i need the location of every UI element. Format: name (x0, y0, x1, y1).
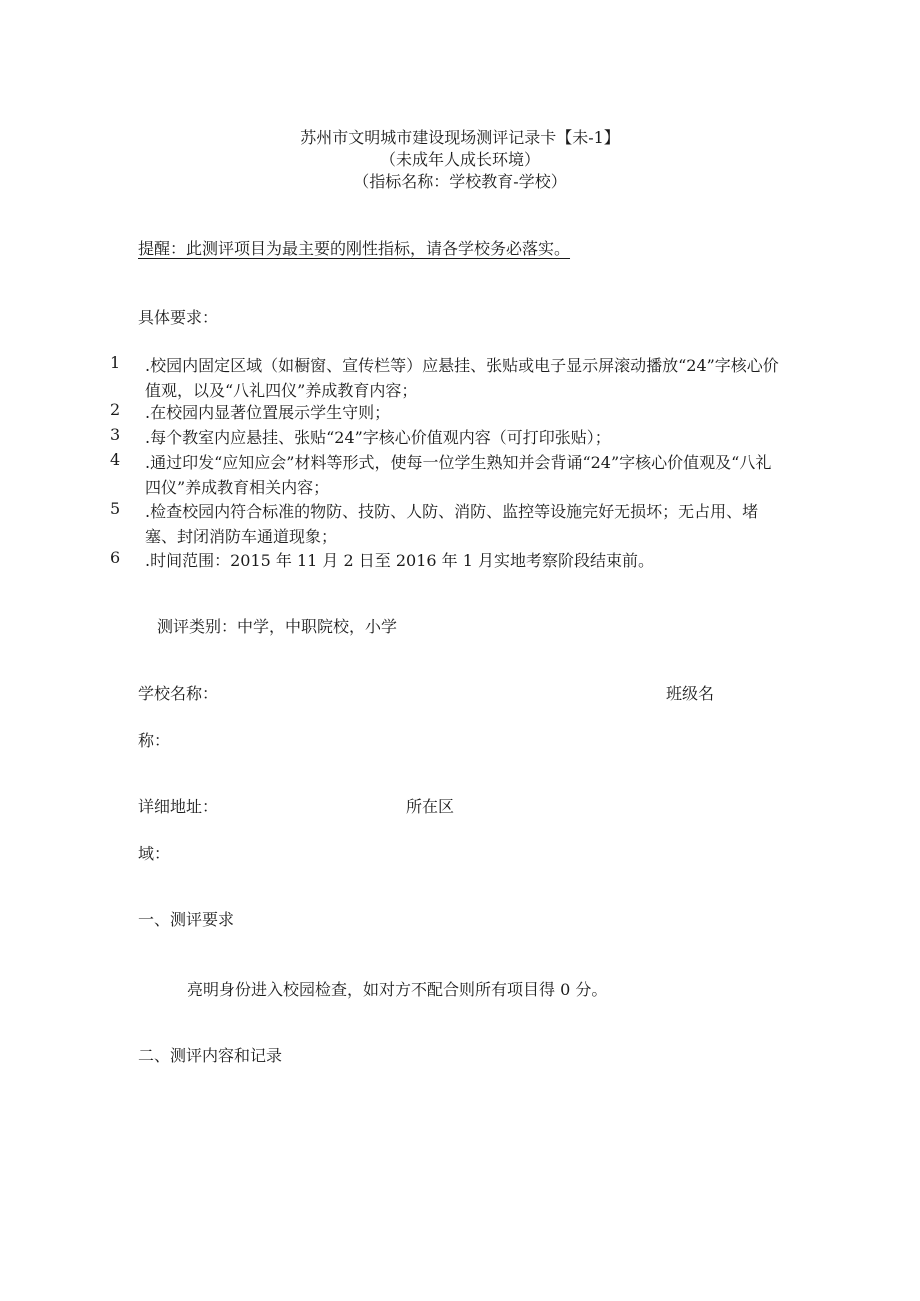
section-1-text: 亮明身份进入校园检查，如对方不配合则所有项目得 0 分。 (187, 980, 608, 999)
requirement-text: .在校园内显著位置展示学生守则； (145, 403, 391, 422)
requirement-number: 2 (110, 400, 121, 419)
indicator-name: （指标名称：学校教育-学校） (353, 172, 567, 191)
requirement-number: 3 (110, 425, 121, 444)
district-label: 所在区 (406, 797, 455, 816)
requirement-text: .每个教室内应悬挂、张贴“24”字核心价值观内容（可打印张贴）； (145, 428, 611, 447)
evaluation-category: 测评类别：中学，中职院校，小学 (157, 617, 398, 636)
requirement-number: 4 (110, 450, 121, 469)
requirements-heading: 具体要求： (138, 308, 219, 327)
school-name-label: 学校名称： (138, 684, 219, 703)
district-label-cont: 域： (138, 844, 171, 863)
section-1-heading: 一、测评要求 (138, 910, 235, 929)
requirement-text: .检查校园内符合标准的物防、技防、人防、消防、监控等设施完好无损坏；无占用、堵塞、封闭消防车通道现象； (145, 502, 759, 546)
requirement-number: 1 (110, 353, 121, 372)
requirement-text: .通过印发“应知应会”材料等形式，使每一位学生熟知并会背诵“24”字核心价值观及“八礼四仪”养成教育相关内容； (145, 453, 772, 497)
requirement-text: .校园内固定区域（如橱窗、宣传栏等）应悬挂、张贴或电子显示屏滚动播放“24”字核心价值观，以及“八礼四仪”养成教育内容； (145, 356, 779, 400)
class-name-label: 班级名 (666, 684, 715, 703)
reminder-note: 提醒：此测评项目为最主要的刚性指标，请各学校务必落实。 (138, 239, 571, 258)
section-2-heading: 二、测评内容和记录 (138, 1046, 283, 1065)
requirement-text: .时间范围：2015 年 11 月 2 日至 2016 年 1 月实地考察阶段结束前。 (145, 551, 655, 570)
address-label: 详细地址： (138, 797, 219, 816)
class-name-label-cont: 称： (138, 731, 171, 750)
requirement-number: 5 (110, 499, 121, 518)
requirement-number: 6 (110, 548, 121, 567)
card-subtitle: （未成年人成长环境） (379, 150, 540, 169)
card-title: 苏州市文明城市建设现场测评记录卡【未-1】 (300, 128, 620, 147)
